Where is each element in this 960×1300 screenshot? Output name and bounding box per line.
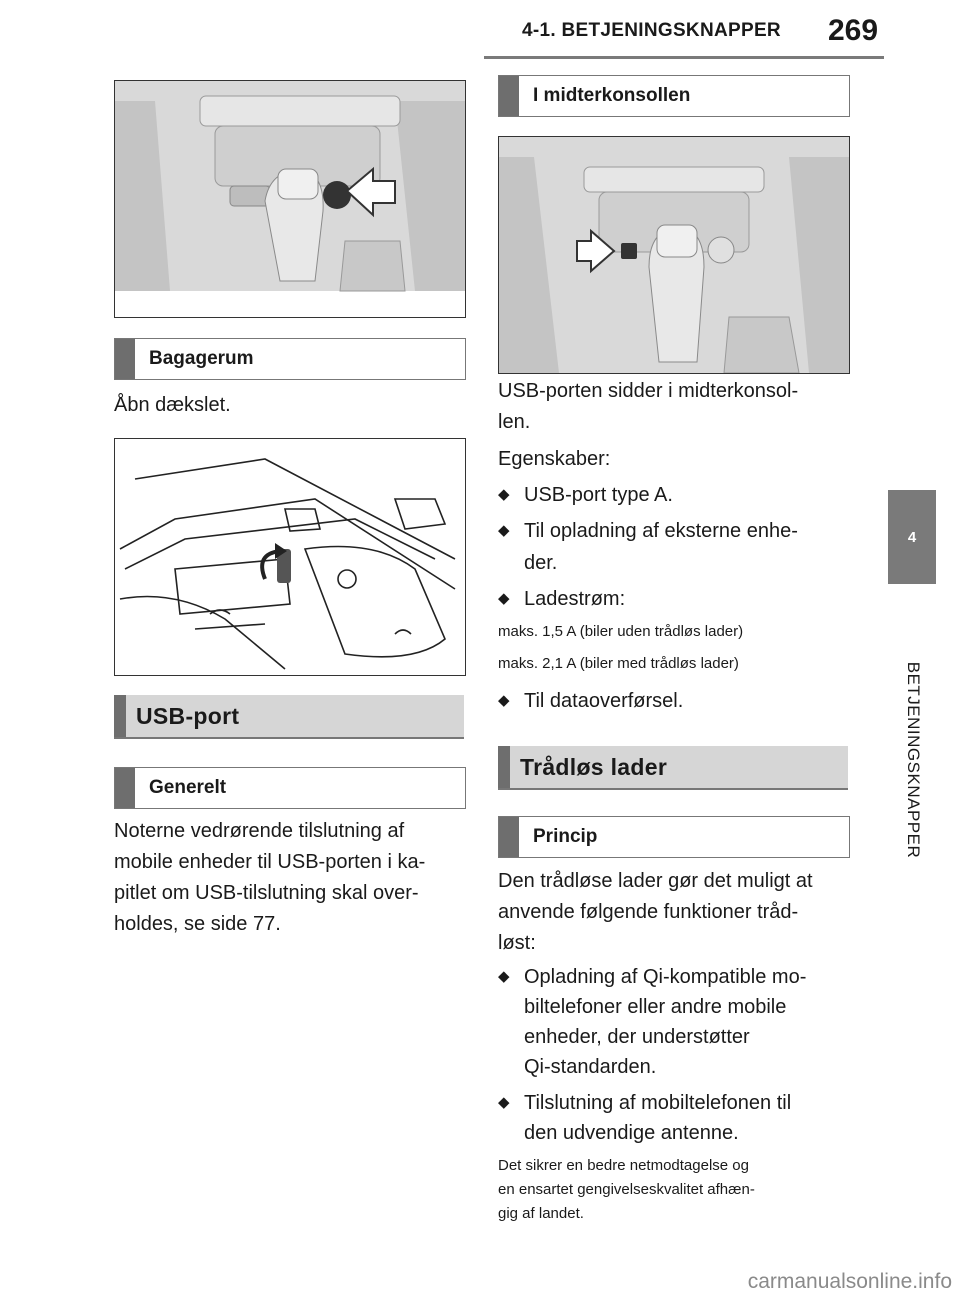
- figure-gear-console: [114, 80, 466, 318]
- text-line: pitlet om USB-tilslutning skal over-: [114, 882, 419, 904]
- heading-princip-text: Princip: [533, 826, 598, 847]
- heading-marker: [499, 76, 519, 116]
- heading-tradlos-text: Trådløs lader: [520, 753, 668, 780]
- center-console-usb-illustration: [499, 137, 849, 373]
- note-paragraph: [498, 1154, 858, 1226]
- page-number: 269: [828, 14, 879, 47]
- heading-usb-port-text: USB-port: [136, 702, 240, 729]
- heading-midterkonsollen-text: I midterkonsollen: [533, 85, 691, 106]
- text-line: en ensartet gengivelseskvalitet afhæn-: [498, 1181, 755, 1198]
- heading-marker: [114, 695, 126, 737]
- heading-generelt: [114, 767, 466, 809]
- chapter-tab: 4: [888, 490, 936, 584]
- text-line: mobile enheder til USB-porten i ka-: [114, 851, 426, 873]
- bullet-charging-cont: der.: [524, 552, 558, 574]
- text-line: holdes, se side 77.: [114, 913, 281, 935]
- text-line: Noterne vedrørende tilslutning af: [114, 820, 405, 842]
- side-chapter-label: [868, 610, 958, 910]
- current-note-1: maks. 1,5 A (biler uden trådløs lader): [498, 623, 744, 640]
- bullet-antenna: [498, 1088, 791, 1148]
- heading-marker: [499, 817, 519, 857]
- text-line: Qi-standarden.: [524, 1056, 657, 1078]
- heading-marker: [498, 746, 510, 788]
- heading-midterkonsollen: [498, 75, 850, 117]
- bullet-charging: ◆ Til opladning af eksterne enhe-: [498, 516, 798, 546]
- generelt-paragraph: [114, 816, 474, 940]
- caption-open-cover: Åbn dækslet.: [114, 394, 231, 416]
- text-line: enheder, der understøtter: [524, 1026, 750, 1048]
- side-chapter-text: BETJENINGSKNAPPER: [904, 661, 923, 859]
- trunk-socket-illustration: [115, 439, 465, 675]
- figure-center-console-usb: [498, 136, 850, 374]
- text-line: gig af landet.: [498, 1205, 584, 1222]
- header-rule: [484, 56, 884, 59]
- heading-bagagerum: [114, 338, 466, 380]
- heading-generelt-text: Generelt: [149, 777, 227, 798]
- text-line: Den trådløse lader gør det muligt at: [498, 870, 813, 892]
- text-line: biltelefoner eller andre mobile: [524, 996, 787, 1018]
- heading-usb-port: [114, 695, 464, 739]
- heading-marker: [115, 768, 135, 808]
- text-line: len.: [498, 411, 531, 433]
- text-line: anvende følgende funktioner tråd-: [498, 901, 799, 923]
- heading-bagagerum-text: Bagagerum: [149, 348, 254, 369]
- princip-paragraph: [498, 866, 858, 959]
- text-line: ◆ Tilslutning af mobiltelefonen til: [524, 1092, 792, 1114]
- text-line: løst:: [498, 932, 536, 954]
- chapter-title: 4-1. BETJENINGSKNAPPER: [522, 20, 781, 41]
- watermark: carmanualsonline.info: [747, 1270, 952, 1293]
- gear-selector-illustration: [115, 81, 465, 317]
- usb-location-paragraph: [498, 376, 858, 438]
- egenskaber-label: Egenskaber:: [498, 448, 611, 470]
- bullet-usb-type: ◆ USB-port type A.: [498, 480, 673, 510]
- current-note-2: maks. 2,1 A (biler med trådløs lader): [498, 655, 739, 672]
- text-line: ◆ Opladning af Qi-kompatible mo-: [524, 966, 807, 988]
- text-line: den udvendige antenne.: [524, 1122, 739, 1144]
- bullet-qi-charging: [498, 962, 806, 1082]
- bullet-current: ◆ Ladestrøm:: [498, 584, 625, 614]
- figure-trunk-socket: [114, 438, 466, 676]
- heading-tradlos-lader: [498, 746, 848, 790]
- bullet-data: ◆ Til dataoverførsel.: [498, 686, 683, 716]
- heading-princip: [498, 816, 850, 858]
- text-line: Det sikrer en bedre netmodtagelse og: [498, 1157, 749, 1174]
- text-line: USB-porten sidder i midterkonsol-: [498, 380, 799, 402]
- heading-marker: [115, 339, 135, 379]
